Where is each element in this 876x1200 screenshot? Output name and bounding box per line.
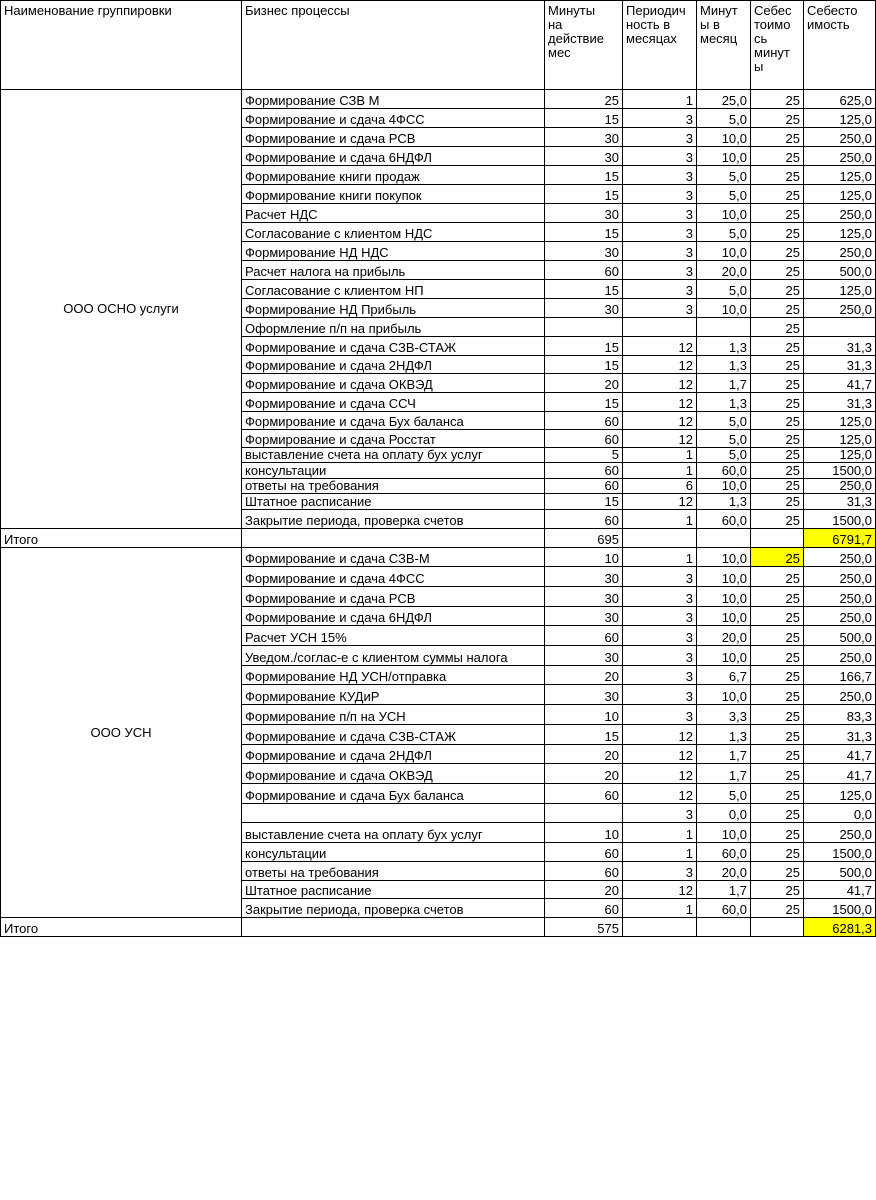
per-month-cell: 10,0 bbox=[697, 823, 751, 843]
minutes-cell: 60 bbox=[545, 479, 623, 494]
cost-cell: 41,7 bbox=[804, 881, 876, 899]
process-cell: Формирование и сдача ОКВЭД bbox=[242, 374, 545, 393]
per-month-cell: 5,0 bbox=[697, 448, 751, 463]
minutes-cell: 30 bbox=[545, 646, 623, 666]
per-month-cell: 20,0 bbox=[697, 862, 751, 881]
process-cell: Формирование и сдача РСВ bbox=[242, 587, 545, 607]
group-name-cell: ООО УСН bbox=[1, 548, 242, 918]
cost-minute-cell: 25 bbox=[751, 374, 804, 393]
cost-minute-cell: 25 bbox=[751, 567, 804, 587]
minutes-cell: 30 bbox=[545, 147, 623, 166]
cost-cell: 1500,0 bbox=[804, 843, 876, 862]
group-name-cell: ООО ОСНО услуги bbox=[1, 90, 242, 529]
process-cell: Формирование и сдача Бух баланса bbox=[242, 412, 545, 430]
cost-minute-cell: 25 bbox=[751, 494, 804, 510]
cost-minute-cell: 25 bbox=[751, 337, 804, 356]
process-cell: Формирование и сдача 4ФСС bbox=[242, 567, 545, 587]
process-cell: Расчет налога на прибыль bbox=[242, 261, 545, 280]
cost-minute-cell: 25 bbox=[751, 242, 804, 261]
per-month-cell: 5,0 bbox=[697, 223, 751, 242]
cost-minute-cell: 25 bbox=[751, 745, 804, 764]
per-month-cell: 3,3 bbox=[697, 705, 751, 725]
process-cell: Уведом./соглас-е с клиентом суммы налога bbox=[242, 646, 545, 666]
cost-minute-cell: 25 bbox=[751, 685, 804, 705]
process-cell: Формирование и сдача СЗВ-СТАЖ bbox=[242, 337, 545, 356]
period-cell: 3 bbox=[623, 862, 697, 881]
per-month-cell: 10,0 bbox=[697, 128, 751, 147]
per-month-cell: 1,3 bbox=[697, 337, 751, 356]
cost-minute-cell: 25 bbox=[751, 510, 804, 529]
minutes-cell: 20 bbox=[545, 764, 623, 784]
minutes-cell: 15 bbox=[545, 280, 623, 299]
minutes-cell: 60 bbox=[545, 784, 623, 804]
period-cell: 1 bbox=[623, 448, 697, 463]
cost-minute-cell: 25 bbox=[751, 646, 804, 666]
minutes-cell: 60 bbox=[545, 843, 623, 862]
minutes-cell: 10 bbox=[545, 823, 623, 843]
per-month-cell: 60,0 bbox=[697, 463, 751, 479]
cost-cell: 1500,0 bbox=[804, 463, 876, 479]
cost-minute-cell: 25 bbox=[751, 261, 804, 280]
minutes-cell: 20 bbox=[545, 666, 623, 685]
cost-minute-cell: 25 bbox=[751, 705, 804, 725]
per-month-cell: 5,0 bbox=[697, 430, 751, 448]
cost-minute-cell: 25 bbox=[751, 109, 804, 128]
minutes-cell: 60 bbox=[545, 412, 623, 430]
period-cell: 1 bbox=[623, 90, 697, 109]
per-month-cell: 10,0 bbox=[697, 587, 751, 607]
minutes-cell: 60 bbox=[545, 463, 623, 479]
cost-minute-cell: 25 bbox=[751, 764, 804, 784]
per-month-cell: 1,3 bbox=[697, 393, 751, 412]
process-cell: Формирование НД УСН/отправка bbox=[242, 666, 545, 685]
cost-minute-cell: 25 bbox=[751, 784, 804, 804]
per-month-cell: 5,0 bbox=[697, 166, 751, 185]
minutes-cell: 30 bbox=[545, 299, 623, 318]
minutes-cell: 10 bbox=[545, 548, 623, 567]
cost-minute-cell: 25 bbox=[751, 479, 804, 494]
period-cell: 3 bbox=[623, 280, 697, 299]
minutes-cell: 10 bbox=[545, 705, 623, 725]
minutes-cell: 60 bbox=[545, 430, 623, 448]
per-month-cell: 5,0 bbox=[697, 412, 751, 430]
per-month-cell: 1,3 bbox=[697, 356, 751, 374]
period-cell: 3 bbox=[623, 223, 697, 242]
per-month-cell: 1,7 bbox=[697, 881, 751, 899]
cost-cell: 125,0 bbox=[804, 223, 876, 242]
period-cell: 1 bbox=[623, 899, 697, 918]
cost-minute-cell: 25 bbox=[751, 666, 804, 685]
period-cell: 12 bbox=[623, 337, 697, 356]
process-cell: Формирование СЗВ М bbox=[242, 90, 545, 109]
process-cell: Формирование КУДиР bbox=[242, 685, 545, 705]
cost-cell: 625,0 bbox=[804, 90, 876, 109]
total-row bbox=[1, 918, 876, 937]
period-cell: 3 bbox=[623, 166, 697, 185]
period-cell: 12 bbox=[623, 356, 697, 374]
minutes-cell: 30 bbox=[545, 567, 623, 587]
minutes-cell: 30 bbox=[545, 242, 623, 261]
minutes-cell: 20 bbox=[545, 745, 623, 764]
cost-cell: 1500,0 bbox=[804, 899, 876, 918]
cost-cell: 166,7 bbox=[804, 666, 876, 685]
period-cell: 12 bbox=[623, 393, 697, 412]
cost-cell: 125,0 bbox=[804, 185, 876, 204]
period-cell: 12 bbox=[623, 881, 697, 899]
period-cell: 12 bbox=[623, 764, 697, 784]
process-cell: Формирование и сдача СЗВ-М bbox=[242, 548, 545, 567]
period-cell: 3 bbox=[623, 204, 697, 223]
period-cell: 12 bbox=[623, 412, 697, 430]
cost-minute-cell: 25 bbox=[751, 626, 804, 646]
period-cell: 12 bbox=[623, 494, 697, 510]
period-cell: 12 bbox=[623, 430, 697, 448]
cost-cell: 31,3 bbox=[804, 725, 876, 745]
period-cell: 3 bbox=[623, 705, 697, 725]
cost-cell: 250,0 bbox=[804, 587, 876, 607]
cost-minute-cell: 25 bbox=[751, 393, 804, 412]
per-month-cell: 1,7 bbox=[697, 374, 751, 393]
process-cell: Расчет НДС bbox=[242, 204, 545, 223]
process-cell: Формирование и сдача 4ФСС bbox=[242, 109, 545, 128]
minutes-cell bbox=[545, 804, 623, 823]
per-month-cell: 10,0 bbox=[697, 548, 751, 567]
per-month-cell: 10,0 bbox=[697, 567, 751, 587]
cost-minute-cell: 25 bbox=[751, 881, 804, 899]
cost-cell: 41,7 bbox=[804, 374, 876, 393]
per-month-cell: 20,0 bbox=[697, 626, 751, 646]
cost-cell: 0,0 bbox=[804, 804, 876, 823]
table-row bbox=[1, 90, 876, 109]
total-cost: 6281,3 bbox=[804, 918, 876, 937]
cost-cell: 250,0 bbox=[804, 299, 876, 318]
total-cost-minute-empty bbox=[751, 918, 804, 937]
process-cell: Формирование и сдача 6НДФЛ bbox=[242, 147, 545, 166]
cost-cell: 250,0 bbox=[804, 607, 876, 626]
process-cell: Формирование книги покупок bbox=[242, 185, 545, 204]
minutes-cell: 25 bbox=[545, 90, 623, 109]
per-month-cell: 1,7 bbox=[697, 745, 751, 764]
process-cell: Формирование п/п на УСН bbox=[242, 705, 545, 725]
per-month-cell: 25,0 bbox=[697, 90, 751, 109]
cost-cell: 125,0 bbox=[804, 430, 876, 448]
cost-cell: 125,0 bbox=[804, 412, 876, 430]
minutes-cell: 5 bbox=[545, 448, 623, 463]
cost-minute-cell: 25 bbox=[751, 280, 804, 299]
cost-cell: 125,0 bbox=[804, 109, 876, 128]
minutes-cell: 20 bbox=[545, 881, 623, 899]
period-cell: 12 bbox=[623, 725, 697, 745]
cost-cell: 31,3 bbox=[804, 494, 876, 510]
cost-cell: 500,0 bbox=[804, 862, 876, 881]
header-row bbox=[1, 1, 876, 90]
per-month-cell: 60,0 bbox=[697, 510, 751, 529]
period-cell: 3 bbox=[623, 147, 697, 166]
cost-minute-cell: 25 bbox=[751, 607, 804, 626]
minutes-cell: 60 bbox=[545, 626, 623, 646]
process-cell: Формирование и сдача Росстат bbox=[242, 430, 545, 448]
period-cell: 3 bbox=[623, 567, 697, 587]
process-cell: Формирование книги продаж bbox=[242, 166, 545, 185]
total-label: Итого bbox=[1, 918, 242, 937]
period-cell: 6 bbox=[623, 479, 697, 494]
minutes-cell: 60 bbox=[545, 510, 623, 529]
process-cell: консультации bbox=[242, 463, 545, 479]
process-cell: ответы на требования bbox=[242, 862, 545, 881]
period-cell: 1 bbox=[623, 463, 697, 479]
cost-cell bbox=[804, 318, 876, 337]
process-cell: Формирование НД Прибыль bbox=[242, 299, 545, 318]
cost-cell: 125,0 bbox=[804, 166, 876, 185]
cost-cell: 250,0 bbox=[804, 204, 876, 223]
per-month-cell: 10,0 bbox=[697, 685, 751, 705]
cost-minute-cell: 25 bbox=[751, 185, 804, 204]
process-cell: Формирование и сдача Бух баланса bbox=[242, 784, 545, 804]
header-group: Наименование группировки bbox=[1, 1, 242, 90]
cost-cell: 250,0 bbox=[804, 128, 876, 147]
per-month-cell: 10,0 bbox=[697, 242, 751, 261]
cost-minute-cell: 25 bbox=[751, 843, 804, 862]
process-cell: Закрытие периода, проверка счетов bbox=[242, 899, 545, 918]
period-cell: 1 bbox=[623, 510, 697, 529]
cost-cell: 250,0 bbox=[804, 567, 876, 587]
per-month-cell: 0,0 bbox=[697, 804, 751, 823]
per-month-cell: 10,0 bbox=[697, 479, 751, 494]
cost-minute-cell: 25 bbox=[751, 862, 804, 881]
minutes-cell: 15 bbox=[545, 356, 623, 374]
cost-minute-cell: 25 bbox=[751, 204, 804, 223]
header-minutes: Минуты на действие мес bbox=[545, 1, 623, 90]
process-cell: Формирование и сдача ОКВЭД bbox=[242, 764, 545, 784]
period-cell: 3 bbox=[623, 261, 697, 280]
cost-minute-cell: 25 bbox=[751, 823, 804, 843]
total-cost-minute-empty bbox=[751, 529, 804, 548]
per-month-cell: 60,0 bbox=[697, 899, 751, 918]
cost-cell: 31,3 bbox=[804, 393, 876, 412]
per-month-cell: 1,7 bbox=[697, 764, 751, 784]
total-label: Итого bbox=[1, 529, 242, 548]
cost-cell: 31,3 bbox=[804, 337, 876, 356]
process-cell: выставление счета на оплату бух услуг bbox=[242, 823, 545, 843]
total-per-month-empty bbox=[697, 529, 751, 548]
period-cell: 12 bbox=[623, 745, 697, 764]
cost-cell: 83,3 bbox=[804, 705, 876, 725]
total-minutes: 695 bbox=[545, 529, 623, 548]
cost-minute-cell: 25 bbox=[751, 804, 804, 823]
cost-minute-cell: 25 bbox=[751, 725, 804, 745]
minutes-cell: 60 bbox=[545, 899, 623, 918]
cost-cell: 250,0 bbox=[804, 685, 876, 705]
cost-cell: 41,7 bbox=[804, 764, 876, 784]
minutes-cell: 15 bbox=[545, 337, 623, 356]
period-cell: 3 bbox=[623, 685, 697, 705]
period-cell: 3 bbox=[623, 646, 697, 666]
total-period-empty bbox=[623, 529, 697, 548]
period-cell: 1 bbox=[623, 823, 697, 843]
process-cell: Расчет УСН 15% bbox=[242, 626, 545, 646]
per-month-cell: 1,3 bbox=[697, 494, 751, 510]
minutes-cell: 30 bbox=[545, 587, 623, 607]
cost-minute-cell: 25 bbox=[751, 548, 804, 567]
cost-minute-cell: 25 bbox=[751, 299, 804, 318]
period-cell: 3 bbox=[623, 626, 697, 646]
process-cell: Формирование и сдача ССЧ bbox=[242, 393, 545, 412]
cost-minute-cell: 25 bbox=[751, 412, 804, 430]
cost-minute-cell: 25 bbox=[751, 448, 804, 463]
cost-minute-cell: 25 bbox=[751, 587, 804, 607]
process-cell: выставление счета на оплату бух услуг bbox=[242, 448, 545, 463]
per-month-cell: 5,0 bbox=[697, 109, 751, 128]
total-row bbox=[1, 529, 876, 548]
cost-minute-cell: 25 bbox=[751, 899, 804, 918]
process-cell: Формирование НД НДС bbox=[242, 242, 545, 261]
header-process: Бизнес процессы bbox=[242, 1, 545, 90]
period-cell: 3 bbox=[623, 128, 697, 147]
process-cell: консультации bbox=[242, 843, 545, 862]
cost-minute-cell: 25 bbox=[751, 356, 804, 374]
per-month-cell: 10,0 bbox=[697, 204, 751, 223]
process-cell: Согласование с клиентом НП bbox=[242, 280, 545, 299]
cost-cell: 250,0 bbox=[804, 479, 876, 494]
minutes-cell: 15 bbox=[545, 223, 623, 242]
per-month-cell: 20,0 bbox=[697, 261, 751, 280]
table-row bbox=[1, 548, 876, 567]
header-cost: Себесто имость bbox=[804, 1, 876, 90]
period-cell: 3 bbox=[623, 242, 697, 261]
header-period: Периодич ность в месяцах bbox=[623, 1, 697, 90]
cost-cell: 125,0 bbox=[804, 784, 876, 804]
period-cell: 3 bbox=[623, 109, 697, 128]
header-cost-minute: Себес тоимо сь минут ы bbox=[751, 1, 804, 90]
per-month-cell: 5,0 bbox=[697, 185, 751, 204]
process-cell: Формирование и сдача СЗВ-СТАЖ bbox=[242, 725, 545, 745]
minutes-cell: 15 bbox=[545, 725, 623, 745]
minutes-cell: 15 bbox=[545, 109, 623, 128]
period-cell: 3 bbox=[623, 666, 697, 685]
total-process-empty bbox=[242, 918, 545, 937]
minutes-cell: 30 bbox=[545, 607, 623, 626]
process-cell: Закрытие периода, проверка счетов bbox=[242, 510, 545, 529]
cost-cell: 500,0 bbox=[804, 626, 876, 646]
minutes-cell bbox=[545, 318, 623, 337]
minutes-cell: 60 bbox=[545, 862, 623, 881]
per-month-cell: 1,3 bbox=[697, 725, 751, 745]
cost-cell: 250,0 bbox=[804, 823, 876, 843]
total-process-empty bbox=[242, 529, 545, 548]
cost-minute-cell: 25 bbox=[751, 147, 804, 166]
process-cell: Оформление п/п на прибыль bbox=[242, 318, 545, 337]
minutes-cell: 15 bbox=[545, 166, 623, 185]
process-cell: Формирование и сдача РСВ bbox=[242, 128, 545, 147]
period-cell: 3 bbox=[623, 607, 697, 626]
per-month-cell: 10,0 bbox=[697, 147, 751, 166]
cost-minute-cell: 25 bbox=[751, 318, 804, 337]
period-cell: 3 bbox=[623, 185, 697, 204]
per-month-cell bbox=[697, 318, 751, 337]
cost-cell: 250,0 bbox=[804, 646, 876, 666]
period-cell: 1 bbox=[623, 548, 697, 567]
cost-cell: 41,7 bbox=[804, 745, 876, 764]
process-cell: Штатное расписание bbox=[242, 881, 545, 899]
minutes-cell: 60 bbox=[545, 261, 623, 280]
cost-minute-cell: 25 bbox=[751, 223, 804, 242]
period-cell: 3 bbox=[623, 299, 697, 318]
cost-minute-cell: 25 bbox=[751, 463, 804, 479]
cost-cell: 250,0 bbox=[804, 242, 876, 261]
total-per-month-empty bbox=[697, 918, 751, 937]
total-period-empty bbox=[623, 918, 697, 937]
cost-cell: 1500,0 bbox=[804, 510, 876, 529]
process-cell: Формирование и сдача 6НДФЛ bbox=[242, 607, 545, 626]
per-month-cell: 10,0 bbox=[697, 646, 751, 666]
header-per-month: Минут ы в месяц bbox=[697, 1, 751, 90]
per-month-cell: 60,0 bbox=[697, 843, 751, 862]
per-month-cell: 6,7 bbox=[697, 666, 751, 685]
cost-minute-cell: 25 bbox=[751, 128, 804, 147]
per-month-cell: 5,0 bbox=[697, 784, 751, 804]
cost-cell: 250,0 bbox=[804, 147, 876, 166]
minutes-cell: 30 bbox=[545, 685, 623, 705]
cost-cell: 125,0 bbox=[804, 280, 876, 299]
period-cell: 12 bbox=[623, 784, 697, 804]
cost-minute-cell: 25 bbox=[751, 166, 804, 185]
period-cell: 1 bbox=[623, 843, 697, 862]
minutes-cell: 20 bbox=[545, 374, 623, 393]
process-cell: ответы на требования bbox=[242, 479, 545, 494]
period-cell bbox=[623, 318, 697, 337]
period-cell: 12 bbox=[623, 374, 697, 393]
total-minutes: 575 bbox=[545, 918, 623, 937]
per-month-cell: 10,0 bbox=[697, 299, 751, 318]
process-cell bbox=[242, 804, 545, 823]
per-month-cell: 10,0 bbox=[697, 607, 751, 626]
per-month-cell: 5,0 bbox=[697, 280, 751, 299]
total-cost: 6791,7 bbox=[804, 529, 876, 548]
cost-cell: 500,0 bbox=[804, 261, 876, 280]
cost-minute-cell: 25 bbox=[751, 90, 804, 109]
process-cell: Формирование и сдача 2НДФЛ bbox=[242, 745, 545, 764]
minutes-cell: 30 bbox=[545, 128, 623, 147]
process-cell: Согласование с клиентом НДС bbox=[242, 223, 545, 242]
minutes-cell: 15 bbox=[545, 185, 623, 204]
minutes-cell: 15 bbox=[545, 393, 623, 412]
process-cell: Формирование и сдача 2НДФЛ bbox=[242, 356, 545, 374]
cost-cell: 250,0 bbox=[804, 548, 876, 567]
cost-minute-cell: 25 bbox=[751, 430, 804, 448]
cost-cell: 125,0 bbox=[804, 448, 876, 463]
minutes-cell: 30 bbox=[545, 204, 623, 223]
minutes-cell: 15 bbox=[545, 494, 623, 510]
period-cell: 3 bbox=[623, 587, 697, 607]
process-cell: Штатное расписание bbox=[242, 494, 545, 510]
period-cell: 3 bbox=[623, 804, 697, 823]
cost-cell: 31,3 bbox=[804, 356, 876, 374]
